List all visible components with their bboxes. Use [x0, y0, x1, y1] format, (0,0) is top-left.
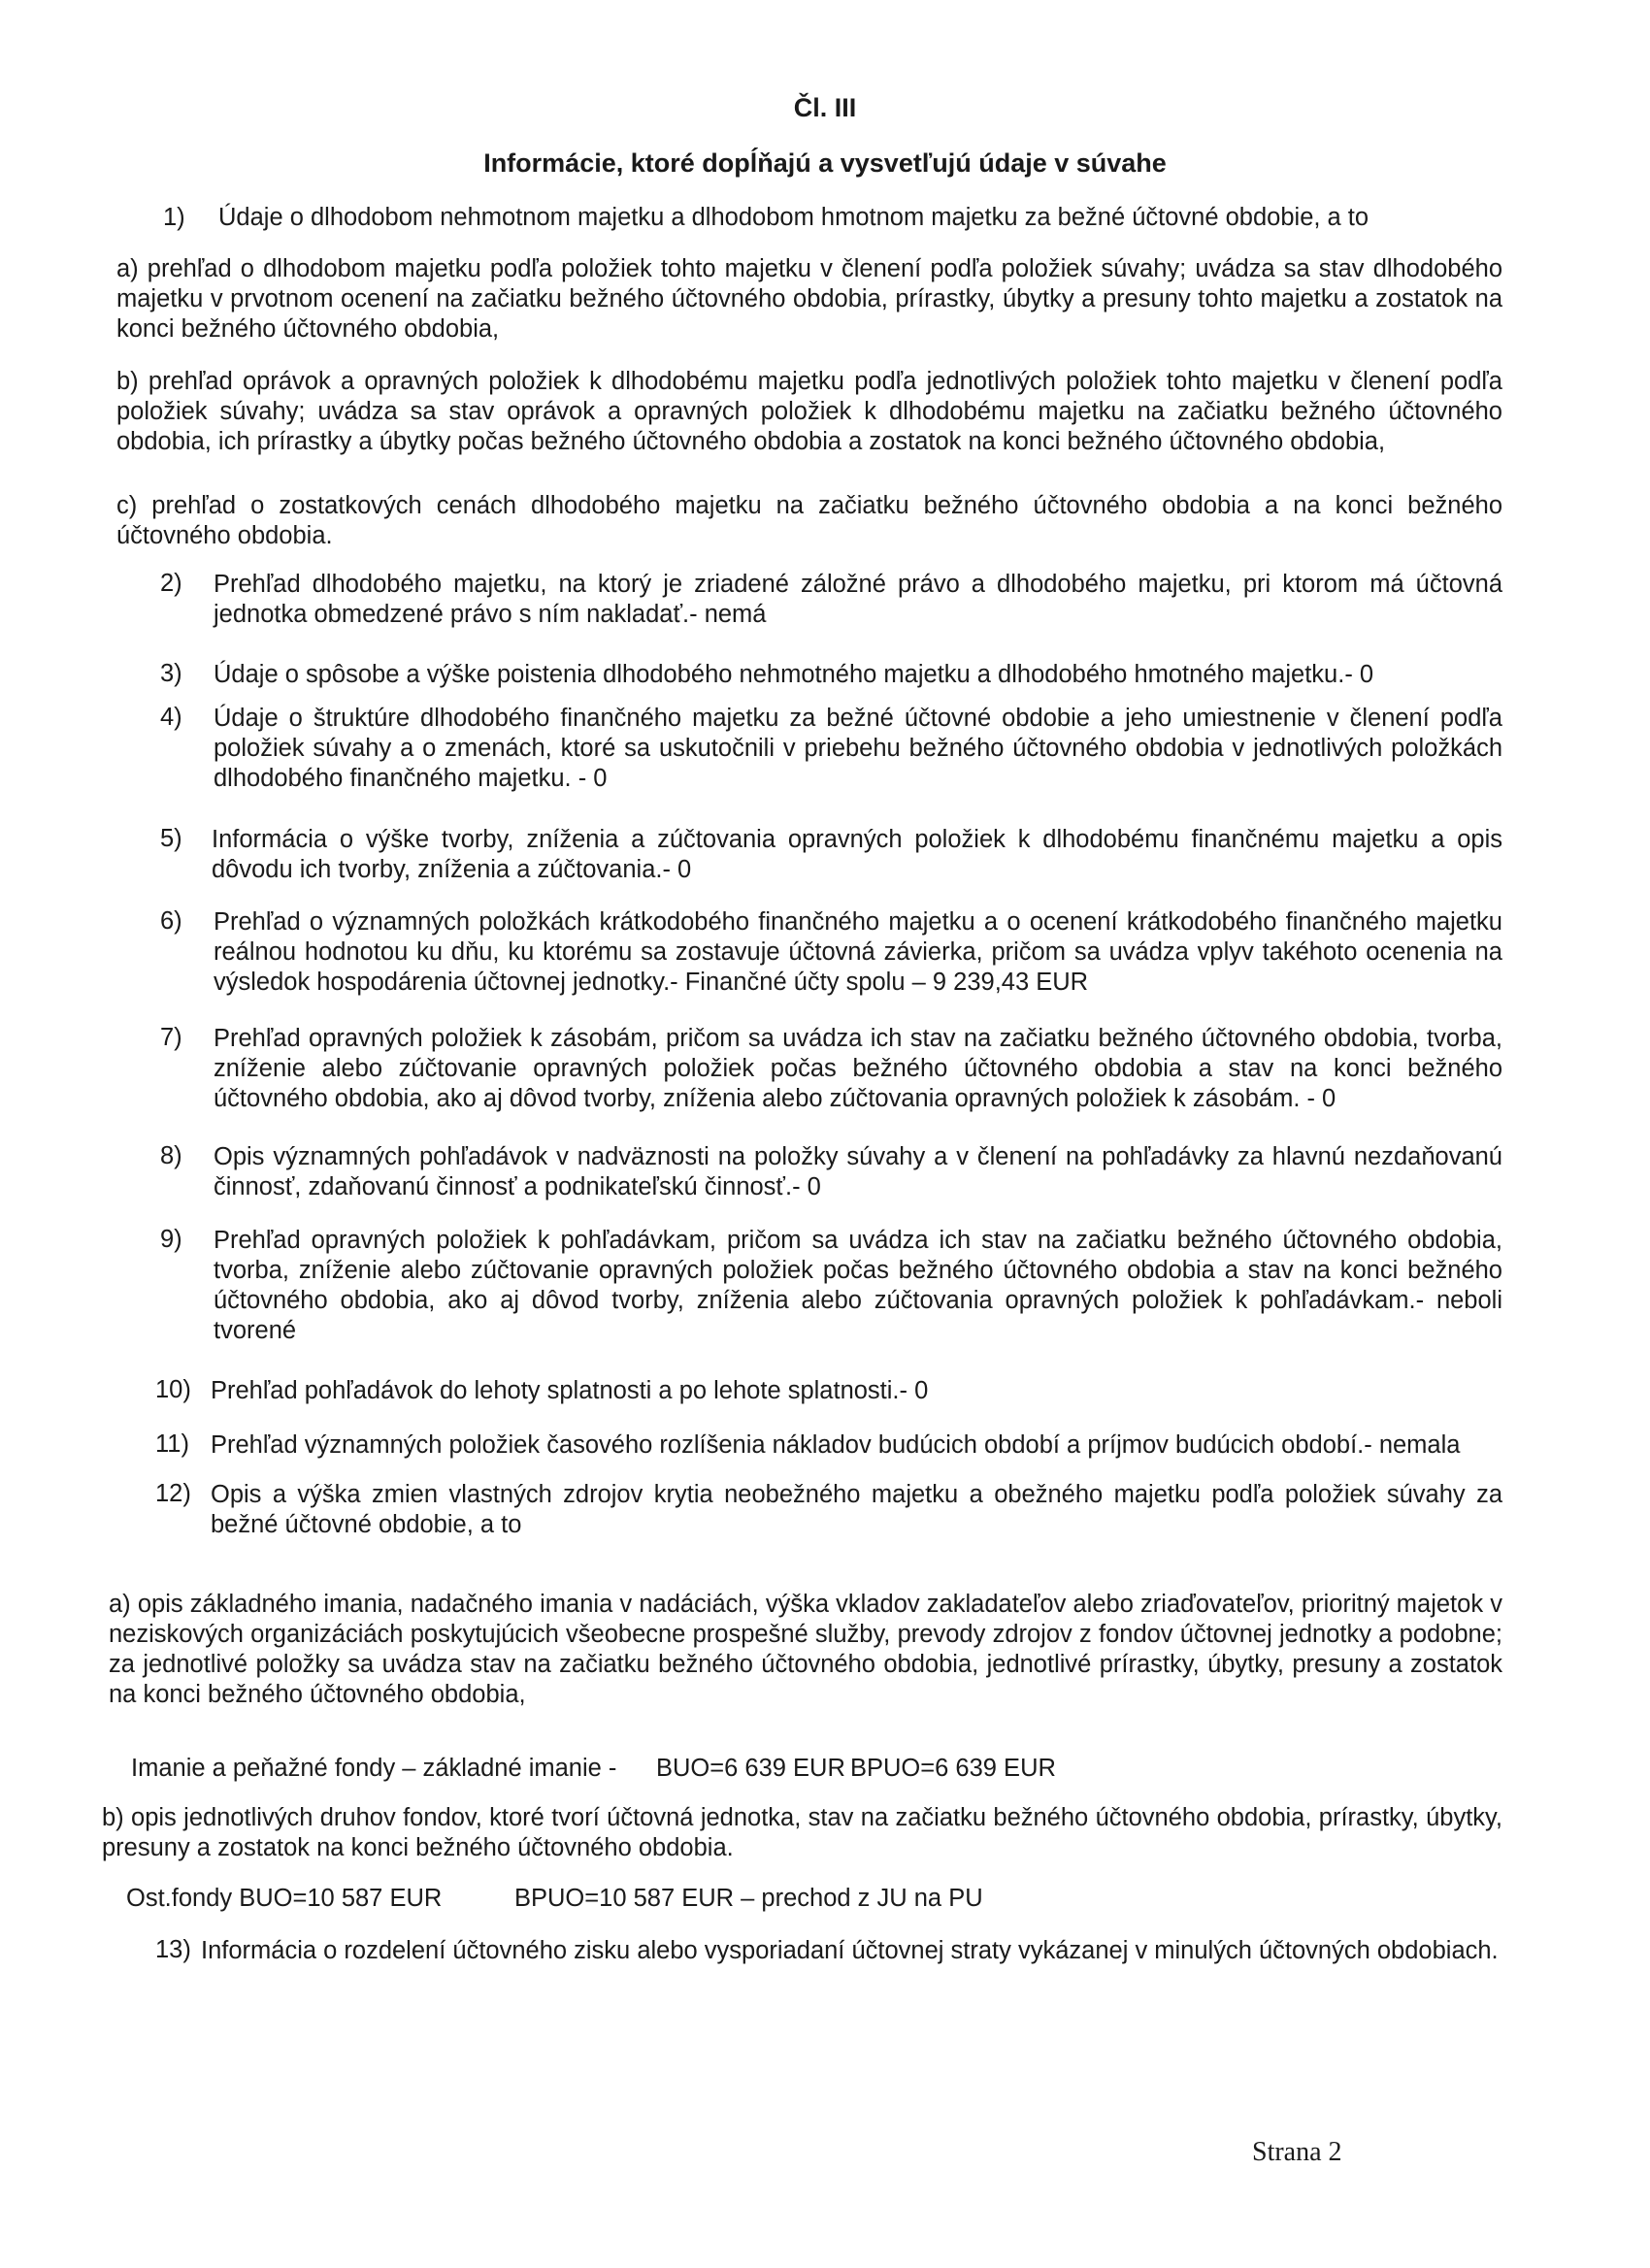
- item-13-number: 13): [155, 1936, 191, 1963]
- item-12a-paragraph: a) opis základného imania, nadačného imania v nadáciách, výška vkladov zakladateľov alebo zriaďovateľov, prioritný majetok v neziskových organizáciách poskytujúcich všeobecne prospešné služby, prevody zdrojov z fondov účtovnej jednotky a podobne; za jednotlivé položky sa uvádza stav na začiatku bežného účtovného obdobia, jednotlivé prírastky, úbytky, presuny a zostatok na konci bežného účtovného obdobia,: [109, 1591, 1502, 1708]
- item-13-text: Informácia o rozdelení účtovného zisku alebo vysporiadaní účtovnej straty vykázanej v minulých účtovných obdobiach.: [201, 1937, 1499, 1964]
- imanie-buo-value: BUO=6 639 EUR: [656, 1755, 845, 1782]
- item-1-number: 1): [163, 204, 185, 231]
- item-5-text: Informácia o výške tvorby, zníženia a zúčtovania opravných položiek k dlhodobému finančnému majetku a opis dôvodu ich tvorby, zníženia a zúčtovania.- 0: [212, 826, 1502, 883]
- item-10-number: 10): [155, 1376, 191, 1403]
- item-2-text: Prehľad dlhodobého majetku, na ktorý je zriadené záložné právo a dlhodobého majetku, pri ktorom má účtovná jednotka obmedzené právo s ním nakladať.- nemá: [214, 571, 1502, 628]
- imanie-label: Imanie a peňažné fondy – základné imanie -: [131, 1755, 617, 1782]
- item-7-number: 7): [160, 1024, 182, 1051]
- item-9-number: 9): [160, 1226, 182, 1253]
- item-10-text: Prehľad pohľadávok do lehoty splatnosti a po lehote splatnosti.- 0: [211, 1377, 929, 1404]
- item-12-text: Opis a výška zmien vlastných zdrojov krytia neobežného majetku a obežného majetku podľa položiek súvahy za bežné účtovné obdobie, a to: [211, 1481, 1502, 1538]
- fondy-label: Ost.fondy BUO=10 587 EUR: [126, 1885, 443, 1912]
- item-2-number: 2): [160, 570, 182, 597]
- page-number: Strana 2: [1252, 2137, 1342, 2167]
- item-1b-paragraph: b) prehľad oprávok a opravných položiek k dlhodobému majetku podľa jednotlivých položiek tohto majetku v členení podľa položiek súvahy; uvádza sa stav oprávok a opravných položiek k dlhodobému majetku na začiatku bežného účtovného obdobia, ich prírastky a úbytky počas bežného účtovného obdobia a zostatok na konci bežného účtovného obdobia,: [116, 368, 1502, 455]
- item-6-number: 6): [160, 907, 182, 935]
- item-4-number: 4): [160, 704, 182, 731]
- item-1a-paragraph: a) prehľad o dlhodobom majetku podľa položiek tohto majetku v členení podľa položiek súvahy; uvádza sa stav dlhodobého majetku v prvotnom ocenení na začiatku bežného účtovného obdobia, prírastky, úbytky a presuny tohto majetku a zostatok na konci bežného účtovného obdobia,: [116, 255, 1502, 343]
- item-8-number: 8): [160, 1142, 182, 1169]
- item-7-text: Prehľad opravných položiek k zásobám, pričom sa uvádza ich stav na začiatku bežného účtovného obdobia, tvorba, zníženie alebo zúčtovanie opravných položiek počas bežného účtovného obdobia a stav na konci bežného účtovného obdobia, ako aj dôvod tvorby, zníženia alebo zúčtovania opravných položiek k zásobám. - 0: [214, 1025, 1502, 1112]
- imanie-bpuo-value: BPUO=6 639 EUR: [850, 1755, 1056, 1782]
- item-6-text: Prehľad o významných položkách krátkodobého finančného majetku a o ocenení krátkodobého finančného majetku reálnou hodnotou ku dňu, ku ktorému sa zostavuje účtovná závierka, pričom sa uvádza vplyv takéhoto ocenenia na výsledok hospodárenia účtovnej jednotky.- Finančné účty spolu – 9 239,43 EUR: [214, 908, 1502, 996]
- item-3-number: 3): [160, 660, 182, 687]
- item-9-text: Prehľad opravných položiek k pohľadávkam, pričom sa uvádza ich stav na začiatku bežného účtovného obdobia, tvorba, zníženie alebo zúčtovanie opravných položiek počas bežného účtovného obdobia a stav na konci bežného účtovného obdobia, ako aj dôvod tvorby, zníženia alebo zúčtovania opravných položiek k pohľadávkam.- neboli tvorené: [214, 1227, 1502, 1344]
- item-4-text: Údaje o štruktúre dlhodobého finančného majetku za bežné účtovné obdobie a jeho umiestnenie v členení podľa položiek súvahy a o zmenách, ktoré sa uskutočnili v priebehu bežného účtovného obdobia v jednotlivých položkách dlhodobého finančného majetku. - 0: [214, 705, 1502, 792]
- item-11-number: 11): [155, 1430, 189, 1458]
- article-number: Čl. III: [793, 93, 857, 122]
- item-12b-paragraph: b) opis jednotlivých druhov fondov, ktoré tvorí účtovná jednotka, stav na začiatku bežného účtovného obdobia, prírastky, úbytky, presuny a zostatok na konci bežného účtovného obdobia.: [102, 1804, 1502, 1861]
- item-11-text: Prehľad významných položiek časového rozlíšenia nákladov budúcich období a príjmov budúcich období.- nemala: [211, 1431, 1461, 1459]
- item-8-text: Opis významných pohľadávok v nadväznosti na položky súvahy a v členení na pohľadávky za hlavnú nezdaňovanú činnosť, zdaňovanú činnosť a podnikateľskú činnosť.- 0: [214, 1143, 1502, 1200]
- section-title: Informácie, ktoré dopĺňajú a vysvetľujú údaje v súvahe: [483, 148, 1167, 178]
- item-3-text: Údaje o spôsobe a výške poistenia dlhodobého nehmotného majetku a dlhodobého hmotného majetku.- 0: [214, 661, 1374, 688]
- item-1-text: Údaje o dlhodobom nehmotnom majetku a dlhodobom hmotnom majetku za bežné účtovné obdobie, a to: [218, 204, 1370, 231]
- item-12-number: 12): [155, 1480, 191, 1507]
- fondy-bpuo-value: BPUO=10 587 EUR – prechod z JU na PU: [514, 1885, 983, 1912]
- item-5-number: 5): [160, 825, 182, 852]
- item-1c-paragraph: c) prehľad o zostatkových cenách dlhodobého majetku na začiatku bežného účtovného obdobia a na konci bežného účtovného obdobia.: [116, 492, 1502, 549]
